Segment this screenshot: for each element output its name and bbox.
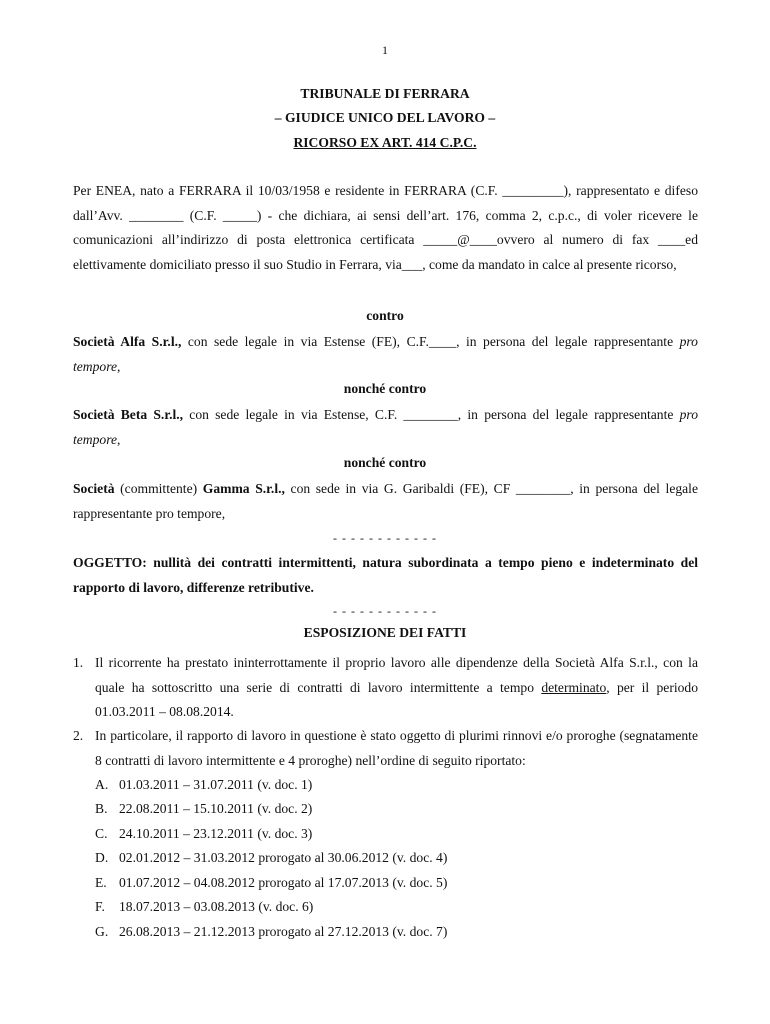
party-beta-details: con sede legale in via Estense, C.F. ________, in persona del legale rappresentante: [183, 407, 680, 422]
nonche-contro-heading-1: nonché contro: [343, 381, 427, 396]
oggetto-text: : nullità dei contratti intermittenti, natura subordinata a tempo pieno e indeterminato del rapporto di lavoro, differenze retributive.: [73, 555, 698, 595]
party-alfa-name: Società Alfa S.r.l.,: [73, 334, 182, 349]
court-title: TRIBUNALE DI FERRARA: [300, 86, 470, 101]
section-title: ESPOSIZIONE DEI FATTI: [303, 625, 467, 640]
intro-paragraph: Per ENEA, nato a FERRARA il 10/03/1958 e residente in FERRARA (C.F. _________), rappresentato e difeso dall’Avv. ________ (C.F. _____) - che dichiara, ai sensi dell’art. 176, comma 2, c.p.c., di voler ricevere le comunicazioni all’indirizzo di posta elettronica certificata _____@____ovvero al numero di fax ____ed elettivamente domiciliato presso il suo Studio in Ferrara, via___, come da mandato in calce al presente ricorso,: [73, 183, 698, 272]
court-subtitle: – GIUDICE UNICO DEL LAVORO –: [274, 110, 496, 125]
fact-text-part: In particolare, il rapporto di lavoro in questione è stato oggetto di plurimi rinnovi e/o proroghe (segnatamente 8 contratti di lavoro intermittente e 4 proroghe) nell’ordine di seguito riportato:: [95, 728, 698, 768]
party-beta-end: ,: [117, 431, 121, 447]
party-beta: [73, 403, 698, 452]
party-gamma: [73, 477, 698, 526]
fact-underlined-word: determinato: [541, 679, 607, 695]
contract-letter: G.: [95, 924, 109, 939]
contract-item: 01.03.2011 – 31.07.2011 (v. doc. 1): [119, 777, 313, 792]
party-beta-name: Società Beta S.r.l.,: [73, 407, 184, 422]
fact-text-part: , per il periodo 01.03.2011 – 08.08.2014.: [95, 679, 699, 720]
nonche-contro-heading-2: nonché contro: [343, 455, 427, 470]
contract-item: 24.10.2011 – 23.12.2011 (v. doc. 3): [119, 826, 313, 841]
oggetto-label: OGGETTO: [73, 555, 143, 570]
party-alfa: [73, 330, 698, 379]
separator-2: - - - - - - - - - - - -: [333, 604, 437, 618]
contract-item: 01.07.2012 – 04.08.2012 prorogato al 17.07.2013 (v. doc. 5): [119, 875, 448, 890]
party-beta-italic: pro tempore: [73, 407, 699, 447]
contract-letter: E.: [95, 875, 107, 890]
contract-item: 22.08.2011 – 15.10.2011 (v. doc. 2): [119, 801, 313, 816]
fact-text: [95, 724, 698, 773]
oggetto-paragraph: [73, 551, 698, 600]
fact-number: 1.: [73, 655, 84, 670]
contract-letter: D.: [95, 850, 109, 865]
party-alfa-italic: pro tempore: [73, 334, 698, 374]
contract-letter: B.: [95, 801, 108, 816]
party-alfa-details: con sede legale in via Estense (FE), C.F.____, in persona del legale rappresentante: [181, 334, 680, 349]
party-gamma-role: (committente): [114, 481, 203, 496]
fact-text: [95, 651, 698, 725]
contract-letter: C.: [95, 826, 108, 841]
fact-text-part: Il ricorrente ha prestato ininterrottamente il proprio lavoro alle dipendenze della Società Alfa S.r.l., con la quale ha sottoscritto una serie di contratti di lavoro intermittente a tempo: [95, 655, 698, 695]
separator-1: - - - - - - - - - - - -: [333, 531, 437, 545]
contro-heading: contro: [366, 308, 404, 323]
contract-item: 26.08.2013 – 21.12.2013 prorogato al 27.12.2013 (v. doc. 7): [119, 924, 448, 939]
party-gamma-details: con sede in via G. Garibaldi (FE), CF ________, in persona del legale rappresentante pro tempore,: [73, 481, 698, 521]
contract-item: 02.01.2012 – 31.03.2012 prorogato al 30.06.2012 (v. doc. 4): [119, 850, 448, 865]
contract-letter: A.: [95, 777, 109, 792]
party-gamma-name-1: Società: [73, 481, 115, 496]
party-gamma-name-2: Gamma S.r.l.,: [202, 481, 285, 496]
contract-letter: F.: [95, 899, 105, 914]
document-title: RICORSO EX ART. 414 C.P.C.: [293, 135, 477, 150]
contract-item: 18.07.2013 – 03.08.2013 (v. doc. 6): [119, 899, 314, 914]
page-number: 1: [382, 43, 388, 57]
fact-number: 2.: [73, 728, 84, 743]
party-alfa-end: ,: [117, 358, 121, 374]
